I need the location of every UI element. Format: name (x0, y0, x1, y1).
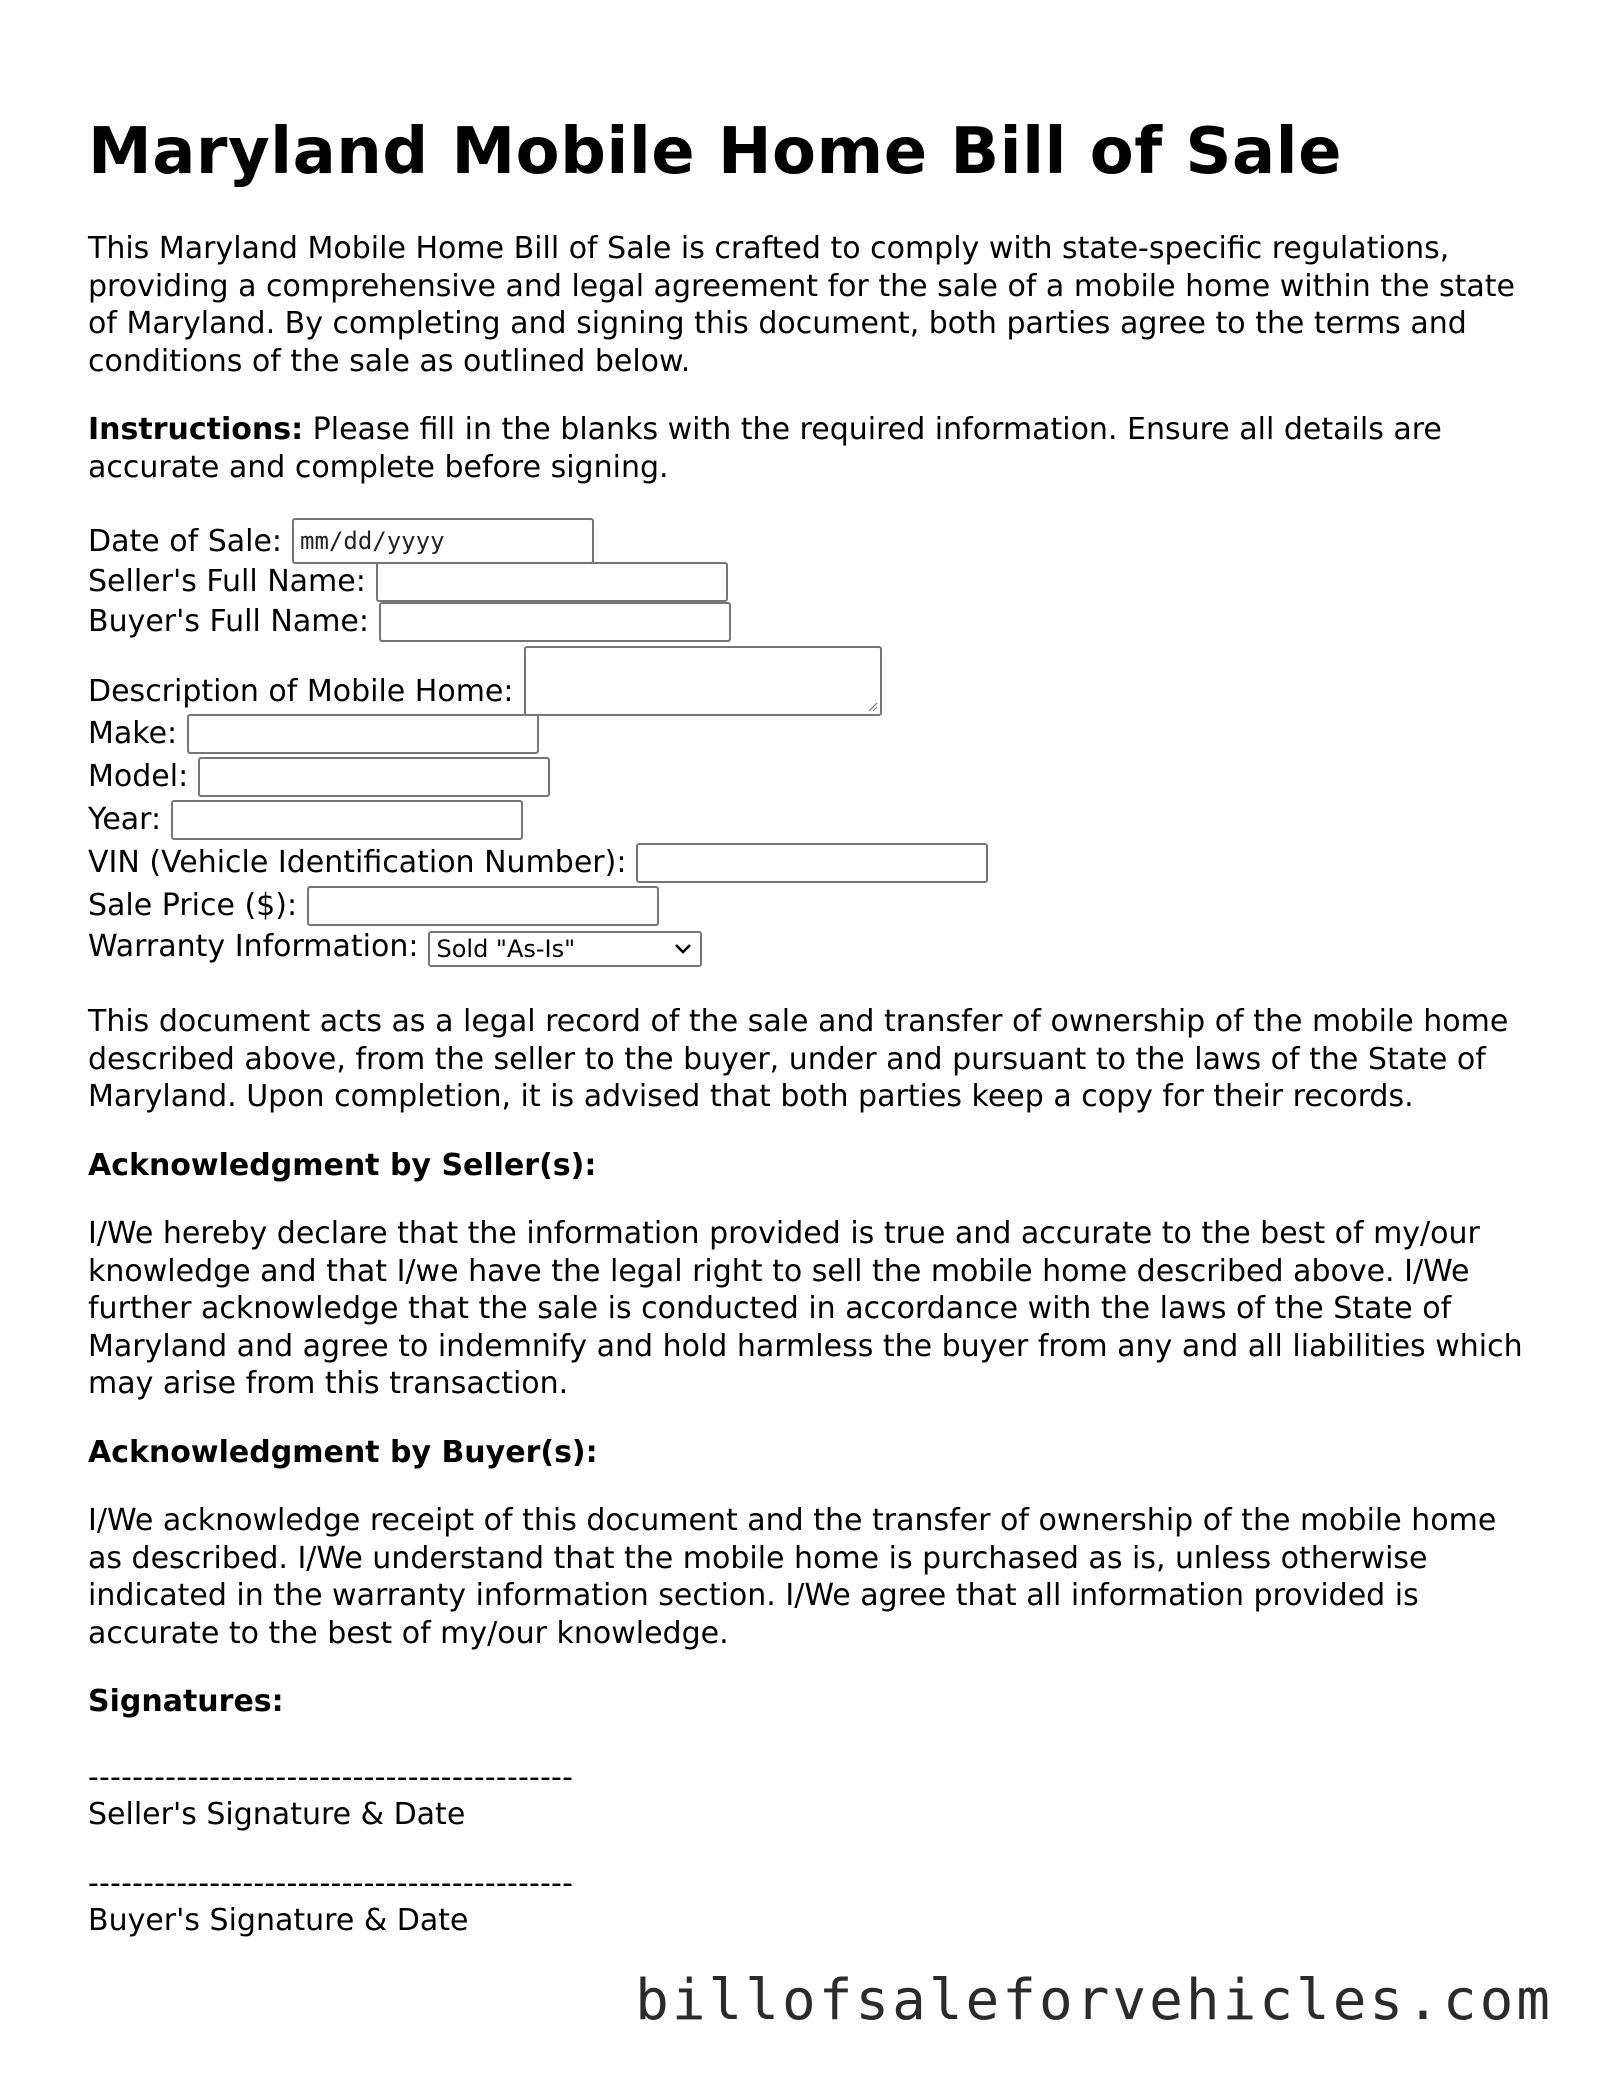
closing-paragraph: This document acts as a legal record of the sale and transfer of ownership of the mobile home described above, from the seller to the buyer, under and pursuant to the laws of the State of Maryland. Upon completion, it is advised that both parties keep a copy for their records. (88, 1004, 1509, 1114)
buyer-name-label: Buyer's Full Name: (88, 604, 370, 639)
resize-grip-icon[interactable] (866, 700, 878, 712)
make-label: Make: (88, 716, 178, 751)
buyer-signature-label: Buyer's Signature & Date (88, 1903, 469, 1938)
date-row (88, 518, 1528, 560)
model-input[interactable] (198, 757, 550, 797)
year-row (88, 800, 1528, 838)
buyer-ack-text: I/We acknowledge receipt of this document and the transfer of ownership of the mobile home as described. I/We understand that the mobile home is purchased as is, unless otherwise indicated in the warranty information section. I/We agree that all information provided is accurate to the best of my/our knowledge. (88, 1503, 1497, 1651)
make-input[interactable] (187, 714, 539, 754)
price-row (88, 886, 1528, 924)
warranty-selected-value: Sold "As-Is" (436, 935, 576, 963)
seller-name-input[interactable] (376, 562, 728, 602)
signatures-heading: Signatures: (88, 1684, 284, 1719)
year-label: Year: (88, 802, 162, 837)
buyer-ack-heading: Acknowledgment by Buyer(s): (88, 1434, 598, 1470)
model-label: Model: (88, 759, 189, 794)
date-of-sale-input[interactable]: mm/dd/yyyy (292, 518, 594, 564)
instructions-label: Instructions: (88, 412, 304, 447)
buyer-signature-line: -------------------------------------------- (88, 1865, 574, 1901)
description-label: Description of Mobile Home: (88, 674, 514, 709)
warranty-label: Warranty Information: (88, 929, 419, 964)
seller-signature-label: Seller's Signature & Date (88, 1797, 466, 1832)
instructions-paragraph (88, 411, 1528, 486)
description-textarea[interactable] (524, 646, 882, 716)
make-row (88, 714, 1528, 752)
buyer-row (88, 602, 1528, 640)
seller-name-label: Seller's Full Name: (88, 564, 366, 599)
seller-ack-text: I/We hereby declare that the information provided is true and accurate to the best of my/our knowledge and that I/we have the legal right to sell the mobile home described above. I/We further acknowledge that the sale is conducted in accordance with the laws of the State of Maryland and agree to indemnify and hold harmless the buyer from any and all liabilities which may arise from this transaction. (88, 1216, 1523, 1401)
page-title: Maryland Mobile Home Bill of Sale (88, 115, 1342, 189)
chevron-down-icon[interactable] (674, 943, 692, 955)
buyer-name-input[interactable] (379, 602, 731, 642)
watermark: billofsaleforvehicles.com (635, 1968, 1553, 2033)
seller-signature-line: -------------------------------------------- (88, 1759, 574, 1795)
instructions-text: Please fill in the blanks with the required information. Ensure all details are accurate and complete before signing. (88, 412, 1442, 485)
vin-input[interactable] (636, 843, 988, 883)
seller-ack-heading: Acknowledgment by Seller(s): (88, 1147, 597, 1183)
sale-form (88, 518, 1528, 965)
warranty-select[interactable] (428, 931, 702, 967)
document (88, 0, 1528, 1940)
seller-row (88, 562, 1528, 600)
date-label: Date of Sale: (88, 524, 283, 559)
vin-label: VIN (Vehicle Identification Number): (88, 845, 627, 880)
intro-paragraph: This Maryland Mobile Home Bill of Sale is crafted to comply with state-specific regulations, providing a comprehensive and legal agreement for the sale of a mobile home within the state of Maryland. By completing and signing this document, both parties agree to the terms and conditions of the sale as outlined below. (88, 231, 1516, 379)
warranty-row (88, 929, 1528, 965)
sale-price-label: Sale Price ($): (88, 888, 298, 923)
vin-row (88, 843, 1528, 881)
year-input[interactable] (171, 800, 523, 840)
sale-price-input[interactable] (307, 886, 659, 926)
description-row (88, 646, 1528, 710)
model-row (88, 757, 1528, 795)
